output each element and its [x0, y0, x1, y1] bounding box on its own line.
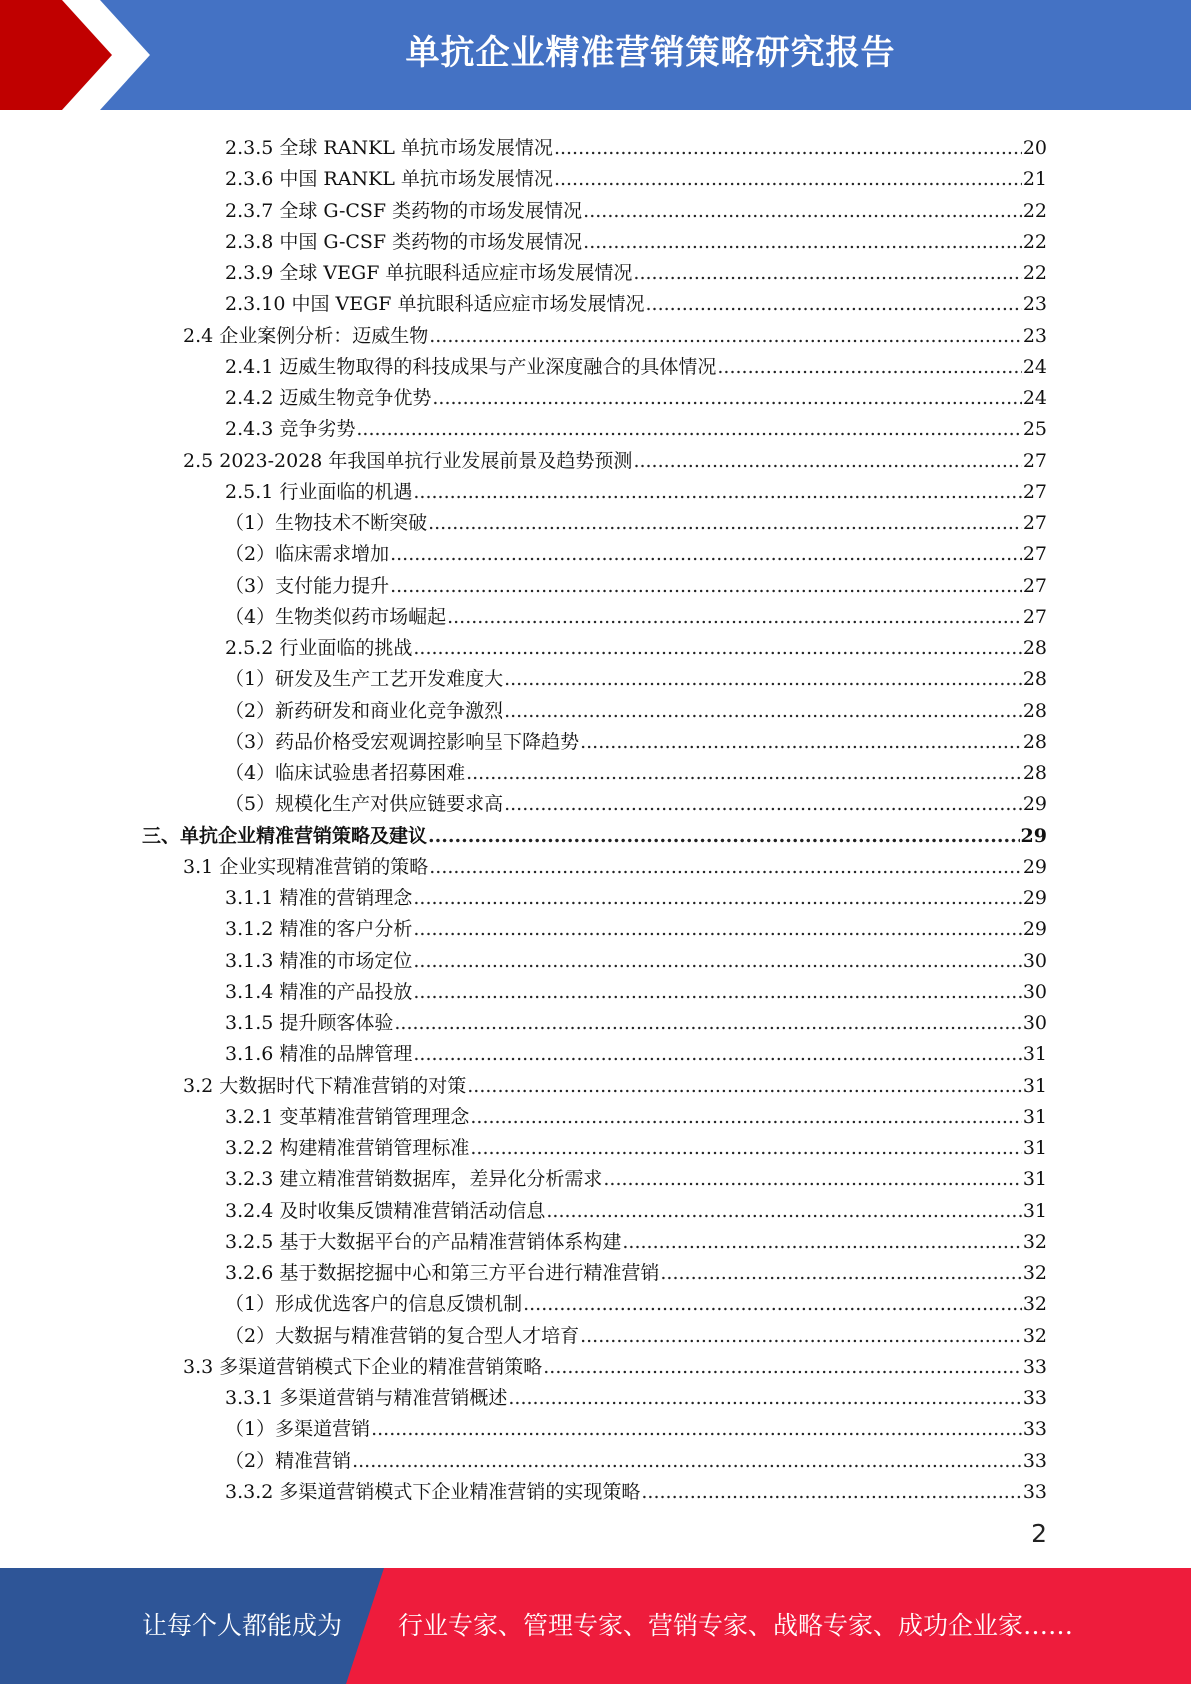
- toc-dot-leader: [543, 1356, 1022, 1378]
- toc-entry-label: 三、单抗企业精准营销策略及建议: [142, 824, 428, 847]
- toc-entry[interactable]: [225, 784, 1047, 815]
- toc-dot-leader: [646, 293, 1022, 315]
- toc-entry[interactable]: [225, 1097, 1047, 1128]
- toc-entry-label: 3.2 大数据时代下精准营销的对策: [183, 1074, 467, 1097]
- toc-dot-leader: [428, 825, 1020, 847]
- toc-entry-label: 3.2.6 基于数据挖掘中心和第三方平台进行精准营销: [225, 1262, 660, 1284]
- toc-entry[interactable]: [183, 441, 1047, 472]
- toc-entry[interactable]: [225, 597, 1047, 628]
- toc-entry[interactable]: [225, 1253, 1047, 1284]
- toc-entry-page: 22: [1022, 230, 1047, 253]
- toc-entry-label: 3.2.1 变革精准营销管理理念: [225, 1105, 470, 1128]
- toc-entry-page: 20: [1022, 137, 1047, 159]
- toc-entry[interactable]: [225, 753, 1047, 784]
- toc-entry-label: 3.2.3 建立精准营销数据库，差异化分析需求: [225, 1168, 603, 1191]
- toc-entry[interactable]: [225, 1472, 1047, 1503]
- toc-dot-leader: [413, 981, 1021, 1003]
- toc-entry[interactable]: [225, 253, 1047, 284]
- toc-entry-label: 3.1 企业实现精准营销的策略: [183, 855, 429, 878]
- toc-entry[interactable]: [225, 878, 1047, 909]
- report-header: [0, 0, 1191, 110]
- toc-dot-leader: [554, 168, 1022, 190]
- toc-entry-page: 28: [1022, 762, 1047, 784]
- toc-entry-page: 24: [1022, 355, 1047, 378]
- toc-entry[interactable]: [225, 1441, 1047, 1472]
- toc-entry-page: 30: [1022, 980, 1047, 1003]
- toc-dot-leader: [394, 1012, 1021, 1034]
- toc-entry[interactable]: [225, 941, 1047, 972]
- report-title: 单抗企业精准营销策略研究报告: [405, 33, 896, 73]
- toc-entry[interactable]: [225, 909, 1047, 940]
- toc-entry[interactable]: [225, 1316, 1047, 1347]
- toc-entry-label: （1）形成优选客户的信息反馈机制: [225, 1293, 523, 1316]
- toc-dot-leader: [583, 231, 1022, 253]
- toc-entry-page: 32: [1022, 1230, 1047, 1253]
- footer-banner: [0, 1568, 1191, 1684]
- toc-entry[interactable]: [225, 659, 1047, 690]
- toc-dot-leader: [429, 856, 1022, 878]
- toc-dot-leader: [371, 1418, 1022, 1440]
- toc-dot-leader: [413, 1043, 1021, 1065]
- toc-entry-label: 2.3.9 全球 VEGF 单抗眼科适应症市场发展情况: [225, 262, 633, 284]
- toc-entry-page: 32: [1022, 1262, 1047, 1284]
- toc-entry[interactable]: [225, 409, 1047, 440]
- toc-entry[interactable]: [225, 534, 1047, 565]
- toc-entry[interactable]: [225, 472, 1047, 503]
- toc-entry-label: 2.5.2 行业面临的挑战: [225, 637, 413, 659]
- toc-entry[interactable]: [225, 159, 1047, 190]
- toc-entry-label: （2）精准营销: [225, 1449, 352, 1472]
- toc-entry-page: 29: [1022, 793, 1047, 816]
- toc-entry[interactable]: [225, 1222, 1047, 1253]
- toc-entry[interactable]: [183, 847, 1047, 878]
- toc-entry-page: 29: [1020, 824, 1047, 847]
- toc-dot-leader: [428, 512, 1022, 534]
- toc-entry[interactable]: [225, 1378, 1047, 1409]
- toc-entry-label: 2.4 企业案例分析：迈威生物: [183, 324, 429, 347]
- toc-entry[interactable]: [225, 1159, 1047, 1190]
- toc-entry-page: 32: [1022, 1293, 1047, 1316]
- toc-entry[interactable]: [225, 222, 1047, 253]
- toc-entry[interactable]: [225, 691, 1047, 722]
- toc-entry[interactable]: [183, 316, 1047, 347]
- toc-entry[interactable]: [225, 1034, 1047, 1065]
- toc-entry-page: 28: [1022, 730, 1047, 753]
- toc-dot-leader: [660, 1262, 1021, 1284]
- toc-entry-label: 3.1.3 精准的市场定位: [225, 949, 413, 972]
- toc-entry-label: （2）临床需求增加: [225, 543, 390, 566]
- toc-entry-label: 2.3.7 全球 G-CSF 类药物的市场发展情况: [225, 199, 583, 222]
- toc-entry-label: 3.1.1 精准的营销理念: [225, 887, 413, 909]
- toc-entry-label: 2.5.1 行业面临的机遇: [225, 480, 413, 503]
- toc-entry[interactable]: [225, 1003, 1047, 1034]
- toc-entry-page: 29: [1022, 918, 1047, 941]
- toc-entry-label: （1）多渠道营销: [225, 1418, 371, 1441]
- toc-dot-leader: [429, 325, 1022, 347]
- toc-entry[interactable]: [225, 1191, 1047, 1222]
- toc-dot-leader: [633, 262, 1021, 284]
- toc-dot-leader: [470, 1106, 1021, 1128]
- toc-entry-page: 27: [1022, 480, 1047, 503]
- toc-dot-leader: [622, 1231, 1021, 1253]
- toc-dot-leader: [633, 450, 1021, 472]
- toc-entry[interactable]: [225, 1409, 1047, 1440]
- toc-entry-page: 30: [1022, 1012, 1047, 1034]
- toc-entry-label: （1）生物技术不断突破: [225, 512, 428, 534]
- toc-entry-label: 2.3.5 全球 RANKL 单抗市场发展情况: [225, 137, 553, 159]
- toc-entry-page: 27: [1022, 512, 1047, 534]
- toc-entry-label: 3.2.4 及时收集反馈精准营销活动信息: [225, 1199, 546, 1222]
- toc-entry-page: 27: [1022, 449, 1047, 472]
- toc-entry-label: 3.1.2 精准的客户分析: [225, 918, 413, 941]
- toc-dot-leader: [504, 700, 1022, 722]
- toc-entry[interactable]: [225, 1128, 1047, 1159]
- toc-entry-page: 22: [1022, 262, 1047, 284]
- toc-dot-leader: [508, 1387, 1021, 1409]
- toc-entry-page: 33: [1022, 1387, 1047, 1409]
- toc-entry-label: 3.1.5 提升顾客体验: [225, 1012, 394, 1034]
- toc-entry-label: （2）新药研发和商业化竞争激烈: [225, 699, 504, 722]
- toc-entry-page: 23: [1022, 324, 1047, 347]
- toc-dot-leader: [447, 606, 1022, 628]
- toc-entry-page: 33: [1022, 1480, 1047, 1503]
- toc-entry-page: 31: [1022, 1043, 1047, 1066]
- toc-entry-label: （2）大数据与精准营销的复合型人才培育: [225, 1324, 580, 1347]
- toc-dot-leader: [352, 1450, 1022, 1472]
- footer-slogan-left: 让每个人都能成为: [142, 1611, 343, 1640]
- toc-dot-leader: [546, 1200, 1021, 1222]
- toc-dot-leader: [432, 387, 1021, 409]
- toc-entry-label: 3.3.2 多渠道营销模式下企业精准营销的实现策略: [225, 1480, 641, 1503]
- toc-entry-page: 21: [1022, 168, 1047, 191]
- toc-entry-label: 2.5 2023-2028 年我国单抗行业发展前景及趋势预测: [183, 449, 633, 472]
- toc-entry[interactable]: [225, 722, 1047, 753]
- toc-entry[interactable]: [225, 378, 1047, 409]
- toc-entry[interactable]: [183, 1066, 1047, 1097]
- toc-entry-page: 27: [1022, 574, 1047, 597]
- toc-dot-leader: [470, 1137, 1021, 1159]
- toc-dot-leader: [580, 731, 1022, 753]
- toc-entry-label: 2.3.8 中国 G-CSF 类药物的市场发展情况: [225, 230, 583, 253]
- toc-entry-label: 2.4.1 迈威生物取得的科技成果与产业深度融合的具体情况: [225, 355, 717, 378]
- toc-entry-page: 29: [1022, 887, 1047, 909]
- toc-entry-label: 2.3.10 中国 VEGF 单抗眼科适应症市场发展情况: [225, 293, 645, 316]
- toc-dot-leader: [717, 356, 1021, 378]
- toc-dot-leader: [413, 918, 1021, 940]
- toc-entry-page: 29: [1022, 855, 1047, 878]
- toc-dot-leader: [413, 950, 1021, 972]
- toc-entry-page: 31: [1022, 1105, 1047, 1128]
- toc-entry-label: 3.1.4 精准的产品投放: [225, 980, 413, 1003]
- toc-entry-page: 32: [1022, 1324, 1047, 1347]
- toc-dot-leader: [413, 887, 1021, 909]
- toc-entry-label: （5）规模化生产对供应链要求高: [225, 793, 504, 816]
- toc-entry-label: 2.4.3 竞争劣势: [225, 418, 356, 441]
- toc-entry-page: 25: [1022, 418, 1047, 441]
- toc-entry[interactable]: [225, 972, 1047, 1003]
- toc-entry[interactable]: [183, 1347, 1047, 1378]
- toc-entry-page: 22: [1022, 199, 1047, 222]
- toc-dot-leader: [504, 793, 1022, 815]
- toc-entry-page: 27: [1022, 543, 1047, 566]
- toc-entry-label: 2.4.2 迈威生物竞争优势: [225, 387, 432, 409]
- toc-entry-page: 28: [1022, 637, 1047, 659]
- toc-entry[interactable]: [225, 284, 1047, 315]
- toc-entry-page: 23: [1022, 293, 1047, 316]
- toc-entry-label: （4）临床试验患者招募困难: [225, 762, 466, 784]
- toc-entry-label: 3.2.5 基于大数据平台的产品精准营销体系构建: [225, 1230, 622, 1253]
- toc-entry[interactable]: [225, 347, 1047, 378]
- toc-entry[interactable]: [225, 191, 1047, 222]
- toc-entry-label: 3.3.1 多渠道营销与精准营销概述: [225, 1387, 508, 1409]
- toc-dot-leader: [603, 1168, 1021, 1190]
- toc-entry-label: （3）支付能力提升: [225, 574, 390, 597]
- toc-dot-leader: [523, 1293, 1022, 1315]
- toc-entry[interactable]: [225, 566, 1047, 597]
- toc-entry-label: 3.1.6 精准的品牌管理: [225, 1043, 413, 1066]
- toc-entry-page: 31: [1022, 1199, 1047, 1222]
- toc-entry-label: （3）药品价格受宏观调控影响呈下降趋势: [225, 730, 580, 753]
- toc-entry-label: 3.3 多渠道营销模式下企业的精准营销策略: [183, 1355, 543, 1378]
- toc-entry-page: 31: [1022, 1137, 1047, 1159]
- toc-dot-leader: [583, 200, 1022, 222]
- toc-entry-label: （1）研发及生产工艺开发难度大: [225, 668, 504, 691]
- toc-entry-page: 24: [1022, 387, 1047, 409]
- toc-dot-leader: [554, 137, 1022, 159]
- toc-dot-leader: [390, 543, 1022, 565]
- toc-entry-page: 33: [1022, 1418, 1047, 1441]
- toc-dot-leader: [580, 1325, 1022, 1347]
- toc-entry-page: 31: [1022, 1168, 1047, 1191]
- toc-entry-label: 3.2.2 构建精准营销管理标准: [225, 1137, 470, 1159]
- toc-dot-leader: [466, 762, 1022, 784]
- toc-dot-leader: [390, 575, 1022, 597]
- toc-entry-page: 30: [1022, 949, 1047, 972]
- toc-entry-page: 31: [1022, 1074, 1047, 1097]
- toc-entry-label: （4）生物类似药市场崛起: [225, 605, 447, 628]
- toc-entry-page: 27: [1022, 605, 1047, 628]
- toc-dot-leader: [504, 668, 1022, 690]
- toc-entry-page: 33: [1022, 1449, 1047, 1472]
- chevron-logo-icon: [0, 0, 160, 110]
- toc-dot-leader: [413, 637, 1021, 659]
- toc-dot-leader: [467, 1075, 1022, 1097]
- toc-dot-leader: [356, 418, 1021, 440]
- toc-entry[interactable]: [225, 1284, 1047, 1315]
- page-number: 2: [1031, 1519, 1047, 1548]
- toc-entry[interactable]: [142, 816, 1047, 847]
- toc-entry[interactable]: [225, 503, 1047, 534]
- toc-dot-leader: [413, 481, 1021, 503]
- toc-entry[interactable]: [225, 628, 1047, 659]
- toc-entry-page: 28: [1022, 668, 1047, 691]
- toc-entry[interactable]: [225, 128, 1047, 159]
- footer-slogan-right: 行业专家、管理专家、营销专家、战略专家、成功企业家……: [398, 1611, 1074, 1640]
- toc-entry-page: 28: [1022, 699, 1047, 722]
- toc-entry-label: 2.3.6 中国 RANKL 单抗市场发展情况: [225, 168, 553, 191]
- toc-dot-leader: [641, 1481, 1021, 1503]
- toc-entry-page: 33: [1022, 1355, 1047, 1378]
